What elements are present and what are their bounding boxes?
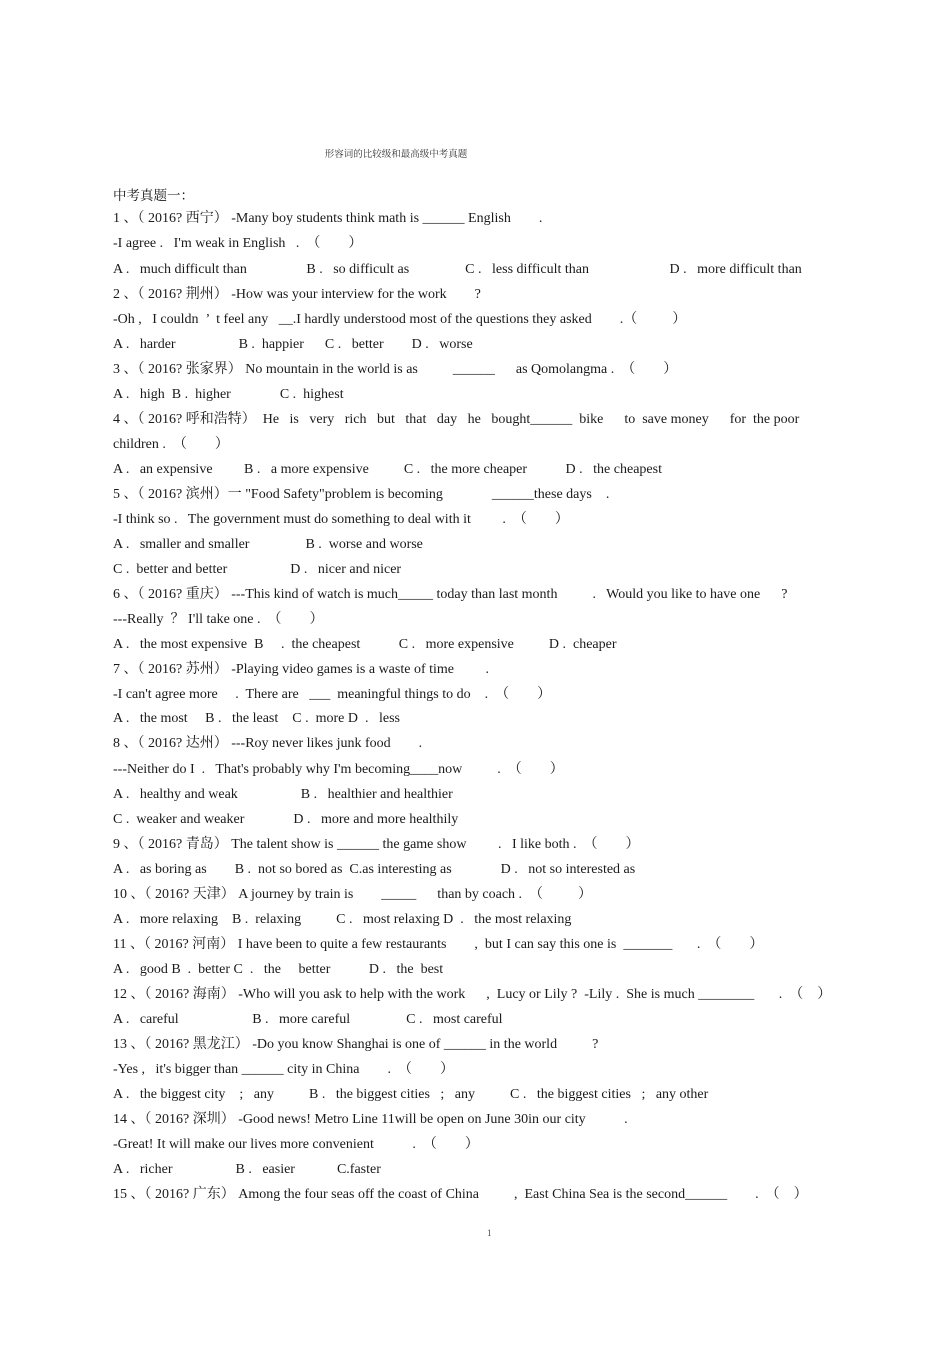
question-line: A . good B . better C . the better D . the best <box>113 962 444 977</box>
question-line: 7 、（ 2016? 苏州） -Playing video games is a waste of time . <box>113 662 489 677</box>
question-line: A . the biggest city ; any B . the biggest cities ; any C . the biggest cities ; any other <box>113 1087 709 1102</box>
question-line: A . harder B . happier C . better D . worse <box>113 337 473 352</box>
question-line: 14 、（ 2016? 深圳） -Good news! Metro Line 11will be open on June 30in our city . <box>113 1112 628 1127</box>
question-line: 2 、（ 2016? 荆州） -How was your interview for the work ? <box>113 287 481 302</box>
question-line: 9 、（ 2016? 青岛） The talent show is ______ the game show . I like both . （ ） <box>113 837 640 852</box>
question-line: 10 、（ 2016? 天津） A journey by train is _____ than by coach . （ ） <box>113 887 593 902</box>
question-line: A . as boring as B . not so bored as C.as interesting as D . not so interested as <box>113 862 636 877</box>
question-line: A . smaller and smaller B . worse and worse <box>113 537 423 552</box>
question-line: 15 、（ 2016? 广东） Among the four seas off the coast of China , East China Sea is the second______ . （ ） <box>113 1187 808 1202</box>
section-heading: 中考真题一： <box>113 188 194 204</box>
question-line: ---Neither do I . That's probably why I'm becoming____now . （ ） <box>113 762 564 777</box>
question-line: 6 、（ 2016? 重庆） ---This kind of watch is much_____ today than last month . Would you like to have one ? <box>113 587 788 602</box>
question-line: -I think so . The government must do something to deal with it . （ ） <box>113 512 569 527</box>
question-line: A . an expensive B . a more expensive C . the more cheaper D . the cheapest <box>113 462 662 477</box>
question-line: A . much difficult than B . so difficult as C . less difficult than D . more difficult than <box>113 262 802 277</box>
question-line: ---Really ？ I'll take one . （ ） <box>113 612 324 627</box>
question-line: 8 、（ 2016? 达州） ---Roy never likes junk food . <box>113 736 423 751</box>
question-line: C . weaker and weaker D . more and more healthily <box>113 812 459 827</box>
question-line: A . the most B . the least C . more D . less <box>113 711 400 726</box>
question-line: 3 、（ 2016? 张家界） No mountain in the world is as ______ as Qomolangma . （ ） <box>113 362 678 377</box>
question-line: -Oh , I couldn ’ t feel any __.I hardly understood most of the questions they asked .（ ） <box>113 312 687 327</box>
question-line: -I can't agree more . There are ___ meaningful things to do . （ ） <box>113 687 552 702</box>
question-line: A . healthy and weak B . healthier and healthier <box>113 787 453 802</box>
question-line: A . careful B . more careful C . most careful <box>113 1012 503 1027</box>
question-line: A . the most expensive B . the cheapest C . more expensive D . cheaper <box>113 637 617 652</box>
question-line: A . high B . higher C . highest <box>113 387 344 402</box>
question-line: 5 、（ 2016? 滨州）一 "Food Safety"problem is becoming ______these days . <box>113 487 610 502</box>
question-line: A . more relaxing B . relaxing C . most relaxing D . the most relaxing <box>113 912 572 927</box>
question-line: children . （ ） <box>113 437 229 452</box>
question-line: 12 、（ 2016? 海南） -Who will you ask to help with the work , Lucy or Lily ? -Lily . She is much ________ . （ ） <box>113 987 832 1002</box>
question-line: -I agree . I'm weak in English . （ ） <box>113 236 363 251</box>
page-number: 1 <box>487 1228 492 1238</box>
document-title: 形容词的比较级和最高级中考真题 <box>324 149 468 160</box>
question-line: -Yes , it's bigger than ______ city in China . （ ） <box>113 1062 454 1077</box>
question-line: -Great! It will make our lives more convenient . （ ） <box>113 1137 479 1152</box>
question-line: 13 、（ 2016? 黑龙江） -Do you know Shanghai is one of ______ in the world ? <box>113 1037 599 1052</box>
question-line: A . richer B . easier C.faster <box>113 1162 381 1177</box>
question-line: 1 、（ 2016? 西宁） -Many boy students think math is ______ English . <box>113 211 543 226</box>
question-line: 4 、（ 2016? 呼和浩特） He is very rich but that day he bought______ bike to save money for the poor <box>113 412 800 427</box>
question-line: C . better and better D . nicer and nicer <box>113 562 402 577</box>
question-line: 11 、（ 2016? 河南） I have been to quite a few restaurants , but I can say this one is _______ . （ ） <box>113 937 764 952</box>
